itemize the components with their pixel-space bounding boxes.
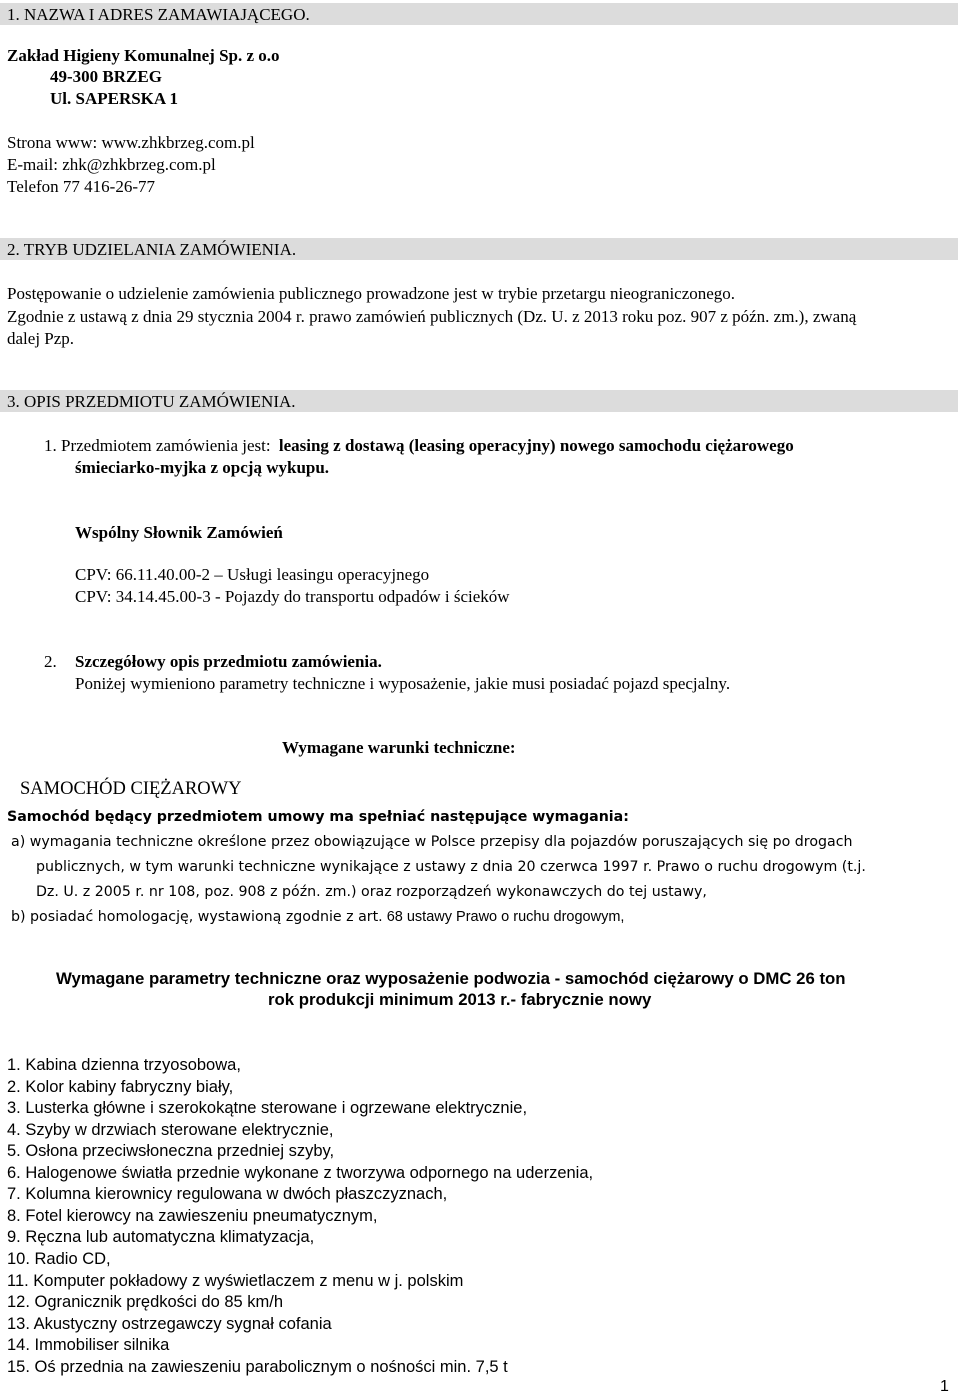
company-email: E-mail: zhk@zhkbrzeg.com.pl bbox=[7, 155, 216, 174]
company-website: Strona www: www.zhkbrzeg.com.pl bbox=[7, 133, 255, 152]
company-name: Zakład Higieny Komunalnej Sp. z o.o bbox=[7, 46, 280, 65]
list-item: 11. Komputer pokładowy z wyświetlaczem z menu w j. polskim bbox=[7, 1272, 464, 1290]
params-title-2: rok produkcji minimum 2013 r.- fabrycznie nowy bbox=[268, 990, 652, 1009]
section-1-title: 1. NAZWA I ADRES ZAMAWIAJĄCEGO. bbox=[7, 5, 310, 24]
list-item: 4. Szyby w drzwiach sterowane elektrycznie, bbox=[7, 1121, 334, 1139]
list-item: 13. Akustyczny ostrzegawczy sygnał cofania bbox=[7, 1315, 332, 1333]
list-item: 10. Radio CD, bbox=[7, 1250, 111, 1268]
list-item: 8. Fotel kierowcy na zawieszeniu pneumatycznym, bbox=[7, 1207, 378, 1225]
cpv-title: Wspólny Słownik Zamówień bbox=[75, 523, 283, 542]
section-2-header bbox=[0, 238, 958, 260]
requirements-intro: Samochód będący przedmiotem umowy ma spełniać następujące wymagania: bbox=[7, 809, 629, 825]
detail-number: 2. bbox=[44, 652, 57, 671]
params-title-1: Wymagane parametry techniczne oraz wyposażenie podwozia - samochód ciężarowy o DMC 26 ton bbox=[56, 969, 846, 988]
detail-text: Poniżej wymieniono parametry techniczne i wyposażenie, jakie musi posiadać pojazd specjalny. bbox=[75, 674, 731, 693]
requirement-b bbox=[11, 908, 624, 926]
subject-bold-1: leasing z dostawą (leasing operacyjny) nowego samochodu ciężarowego bbox=[278, 436, 794, 455]
procedure-text: Postępowanie o udzielenie zamówienia publicznego prowadzone jest w trybie przetargu nieograniczonego. bbox=[7, 284, 736, 303]
company-postal: 49-300 BRZEG bbox=[50, 67, 162, 86]
vehicle-title: SAMOCHÓD CIĘŻAROWY bbox=[20, 779, 242, 799]
list-item: 15. Oś przednia na zawieszeniu parabolicznym o nośności min. 7,5 t bbox=[7, 1358, 508, 1376]
section-3-header bbox=[0, 390, 958, 412]
requirements-title: Wymagane warunki techniczne: bbox=[282, 738, 516, 757]
requirement-b-part1: b) posiadać homologację, wystawioną zgodnie z art. bbox=[11, 909, 383, 925]
section-2-title: 2. TRYB UDZIELANIA ZAMÓWIENIA. bbox=[7, 240, 297, 259]
requirement-a-1: a) wymagania techniczne określone przez obowiązujące w Polsce przepisy dla pojazdów poruszających się po drogach bbox=[11, 834, 853, 850]
law-text: Zgodnie z ustawą z dnia 29 stycznia 2004 r. prawo zamówień publicznych (Dz. U. z 2013 roku poz. 907 z późn. zm.), zwaną bbox=[7, 307, 857, 326]
list-item: 14. Immobiliser silnika bbox=[7, 1336, 170, 1354]
law-text-cont: dalej Pzp. bbox=[7, 329, 75, 348]
list-item: 5. Osłona przeciwsłoneczna przedniej szyby, bbox=[7, 1142, 335, 1160]
requirement-a-3: Dz. U. z 2005 r. nr 108, poz. 908 z późn. zm.) oraz rozporządzeń wykonawczych do tej ustawy, bbox=[36, 884, 707, 900]
list-item: 1. Kabina dzienna trzyosobowa, bbox=[7, 1056, 241, 1074]
requirement-a-2: publicznych, w tym warunki techniczne wynikające z ustawy z dnia 20 czerwca 1997 r. Prawo o ruchu drogowym (t.j. bbox=[36, 859, 866, 875]
subject-line bbox=[44, 436, 794, 456]
detail-title: Szczegółowy opis przedmiotu zamówienia. bbox=[75, 652, 382, 671]
page-number: 1 bbox=[940, 1378, 949, 1395]
list-item: 9. Ręczna lub automatyczna klimatyzacja, bbox=[7, 1228, 315, 1246]
subject-prefix: 1. Przedmiotem zamówienia jest: bbox=[44, 436, 271, 455]
section-3-title: 3. OPIS PRZEDMIOTU ZAMÓWIENIA. bbox=[7, 392, 296, 411]
subject-bold-2: śmieciarko-myjka z opcją wykupu. bbox=[75, 458, 330, 477]
list-item: 6. Halogenowe światła przednie wykonane z tworzywa odpornego na uderzenia, bbox=[7, 1164, 594, 1182]
section-1-header bbox=[0, 3, 958, 25]
cpv-code-2: CPV: 34.14.45.00-3 - Pojazdy do transportu odpadów i ścieków bbox=[75, 587, 510, 606]
list-item: 3. Lusterka główne i szerokokątne sterowane i ogrzewane elektrycznie, bbox=[7, 1099, 528, 1117]
list-item: 2. Kolor kabiny fabryczny biały, bbox=[7, 1078, 234, 1096]
company-phone: Telefon 77 416-26-77 bbox=[7, 177, 155, 196]
list-item: 12. Ogranicznik prędkości do 85 km/h bbox=[7, 1293, 284, 1311]
cpv-code-1: CPV: 66.11.40.00-2 – Usługi leasingu operacyjnego bbox=[75, 565, 430, 584]
list-item: 7. Kolumna kierownicy regulowana w dwóch płaszczyznach, bbox=[7, 1185, 448, 1203]
requirement-b-part2: 68 ustawy Prawo o ruchu drogowym, bbox=[386, 909, 625, 925]
company-street: Ul. SAPERSKA 1 bbox=[50, 89, 178, 108]
